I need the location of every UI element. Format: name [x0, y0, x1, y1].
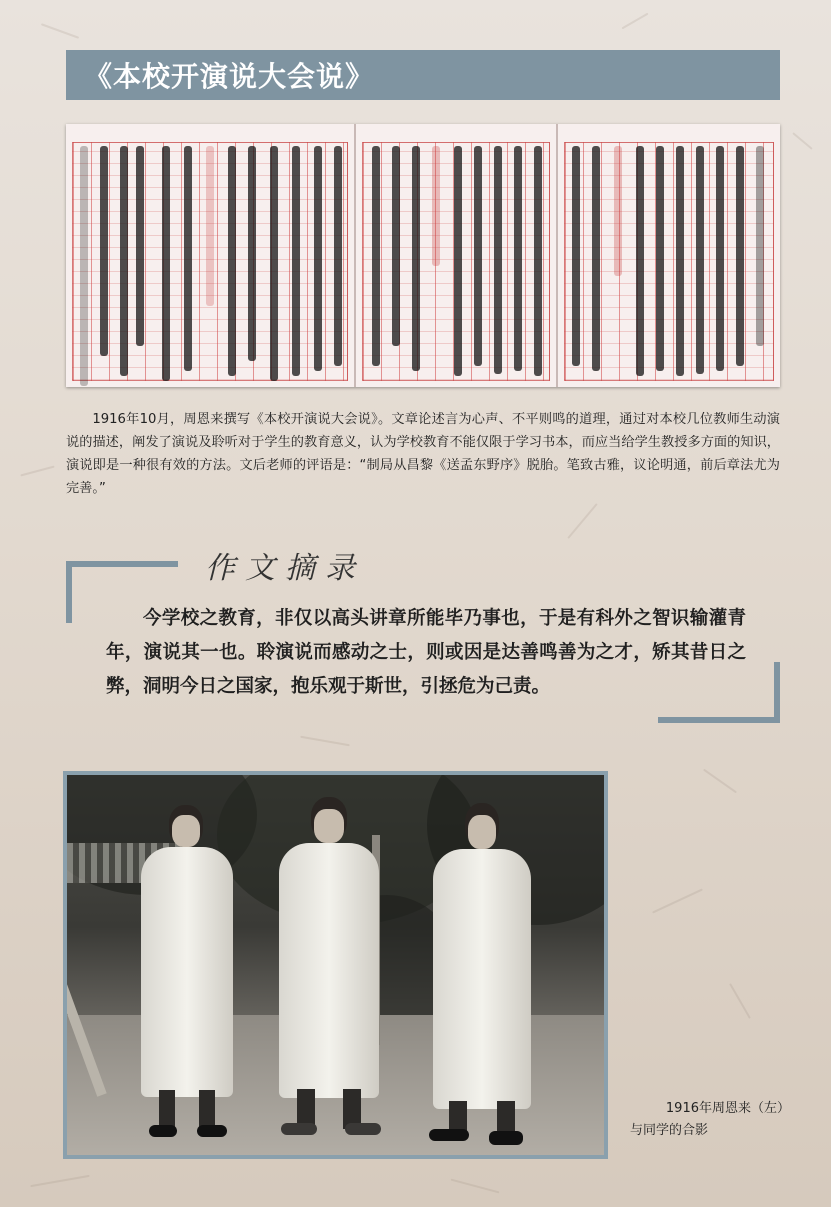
excerpt-heading: 作文摘录 [205, 551, 365, 586]
manuscript-page-1 [66, 124, 356, 387]
photo-caption [630, 1098, 810, 1142]
manuscript-page-2 [356, 124, 558, 387]
person-left [137, 805, 237, 1145]
manuscript-caption: 1916年10月，周恩来撰写《本校开演说大会说》。文章论述言为心声、不平则鸣的道理，通过对本校几位教师生动演说的描述，阐发了演说及聆听对于学生的教育意义，认为学校教育不能仅限于学习书本，而应当给学生教授多方面的知识，演说即是一种很有效的方法。文后老师的评语是：“制局从昌黎《送孟东野序》脱胎。笔致古雅，议论明通，前后章法尤为完善。” [66, 412, 780, 496]
photo-caption-line-2: 与同学的合影 [630, 1123, 709, 1138]
bracket-top-left [66, 561, 178, 567]
group-photo-frame [63, 771, 608, 1159]
title-bar [66, 50, 780, 100]
bracket-bottom-right [658, 717, 780, 723]
person-middle [275, 797, 385, 1137]
person-right [427, 803, 537, 1148]
manuscript-image [66, 124, 780, 387]
photo-caption-line-1: 1916年周恩来（左） [665, 1101, 790, 1116]
manuscript-page-3 [558, 124, 780, 387]
group-photo [67, 775, 604, 1155]
bracket-bottom-right-vertical [774, 662, 780, 723]
bracket-top-left-vertical [66, 561, 72, 623]
excerpt-text: 今学校之教育，非仅以高头讲章所能毕乃事也，于是有科外之智识输灌青年，演说其一也。聆演说而感动之士，则或因是达善鸣善为之才，矫其昔日之弊，洞明今日之国家，抱乐观于斯世，引拯危为己责。 [106, 608, 746, 697]
page-title: 《本校开演说大会说》 [84, 60, 375, 93]
